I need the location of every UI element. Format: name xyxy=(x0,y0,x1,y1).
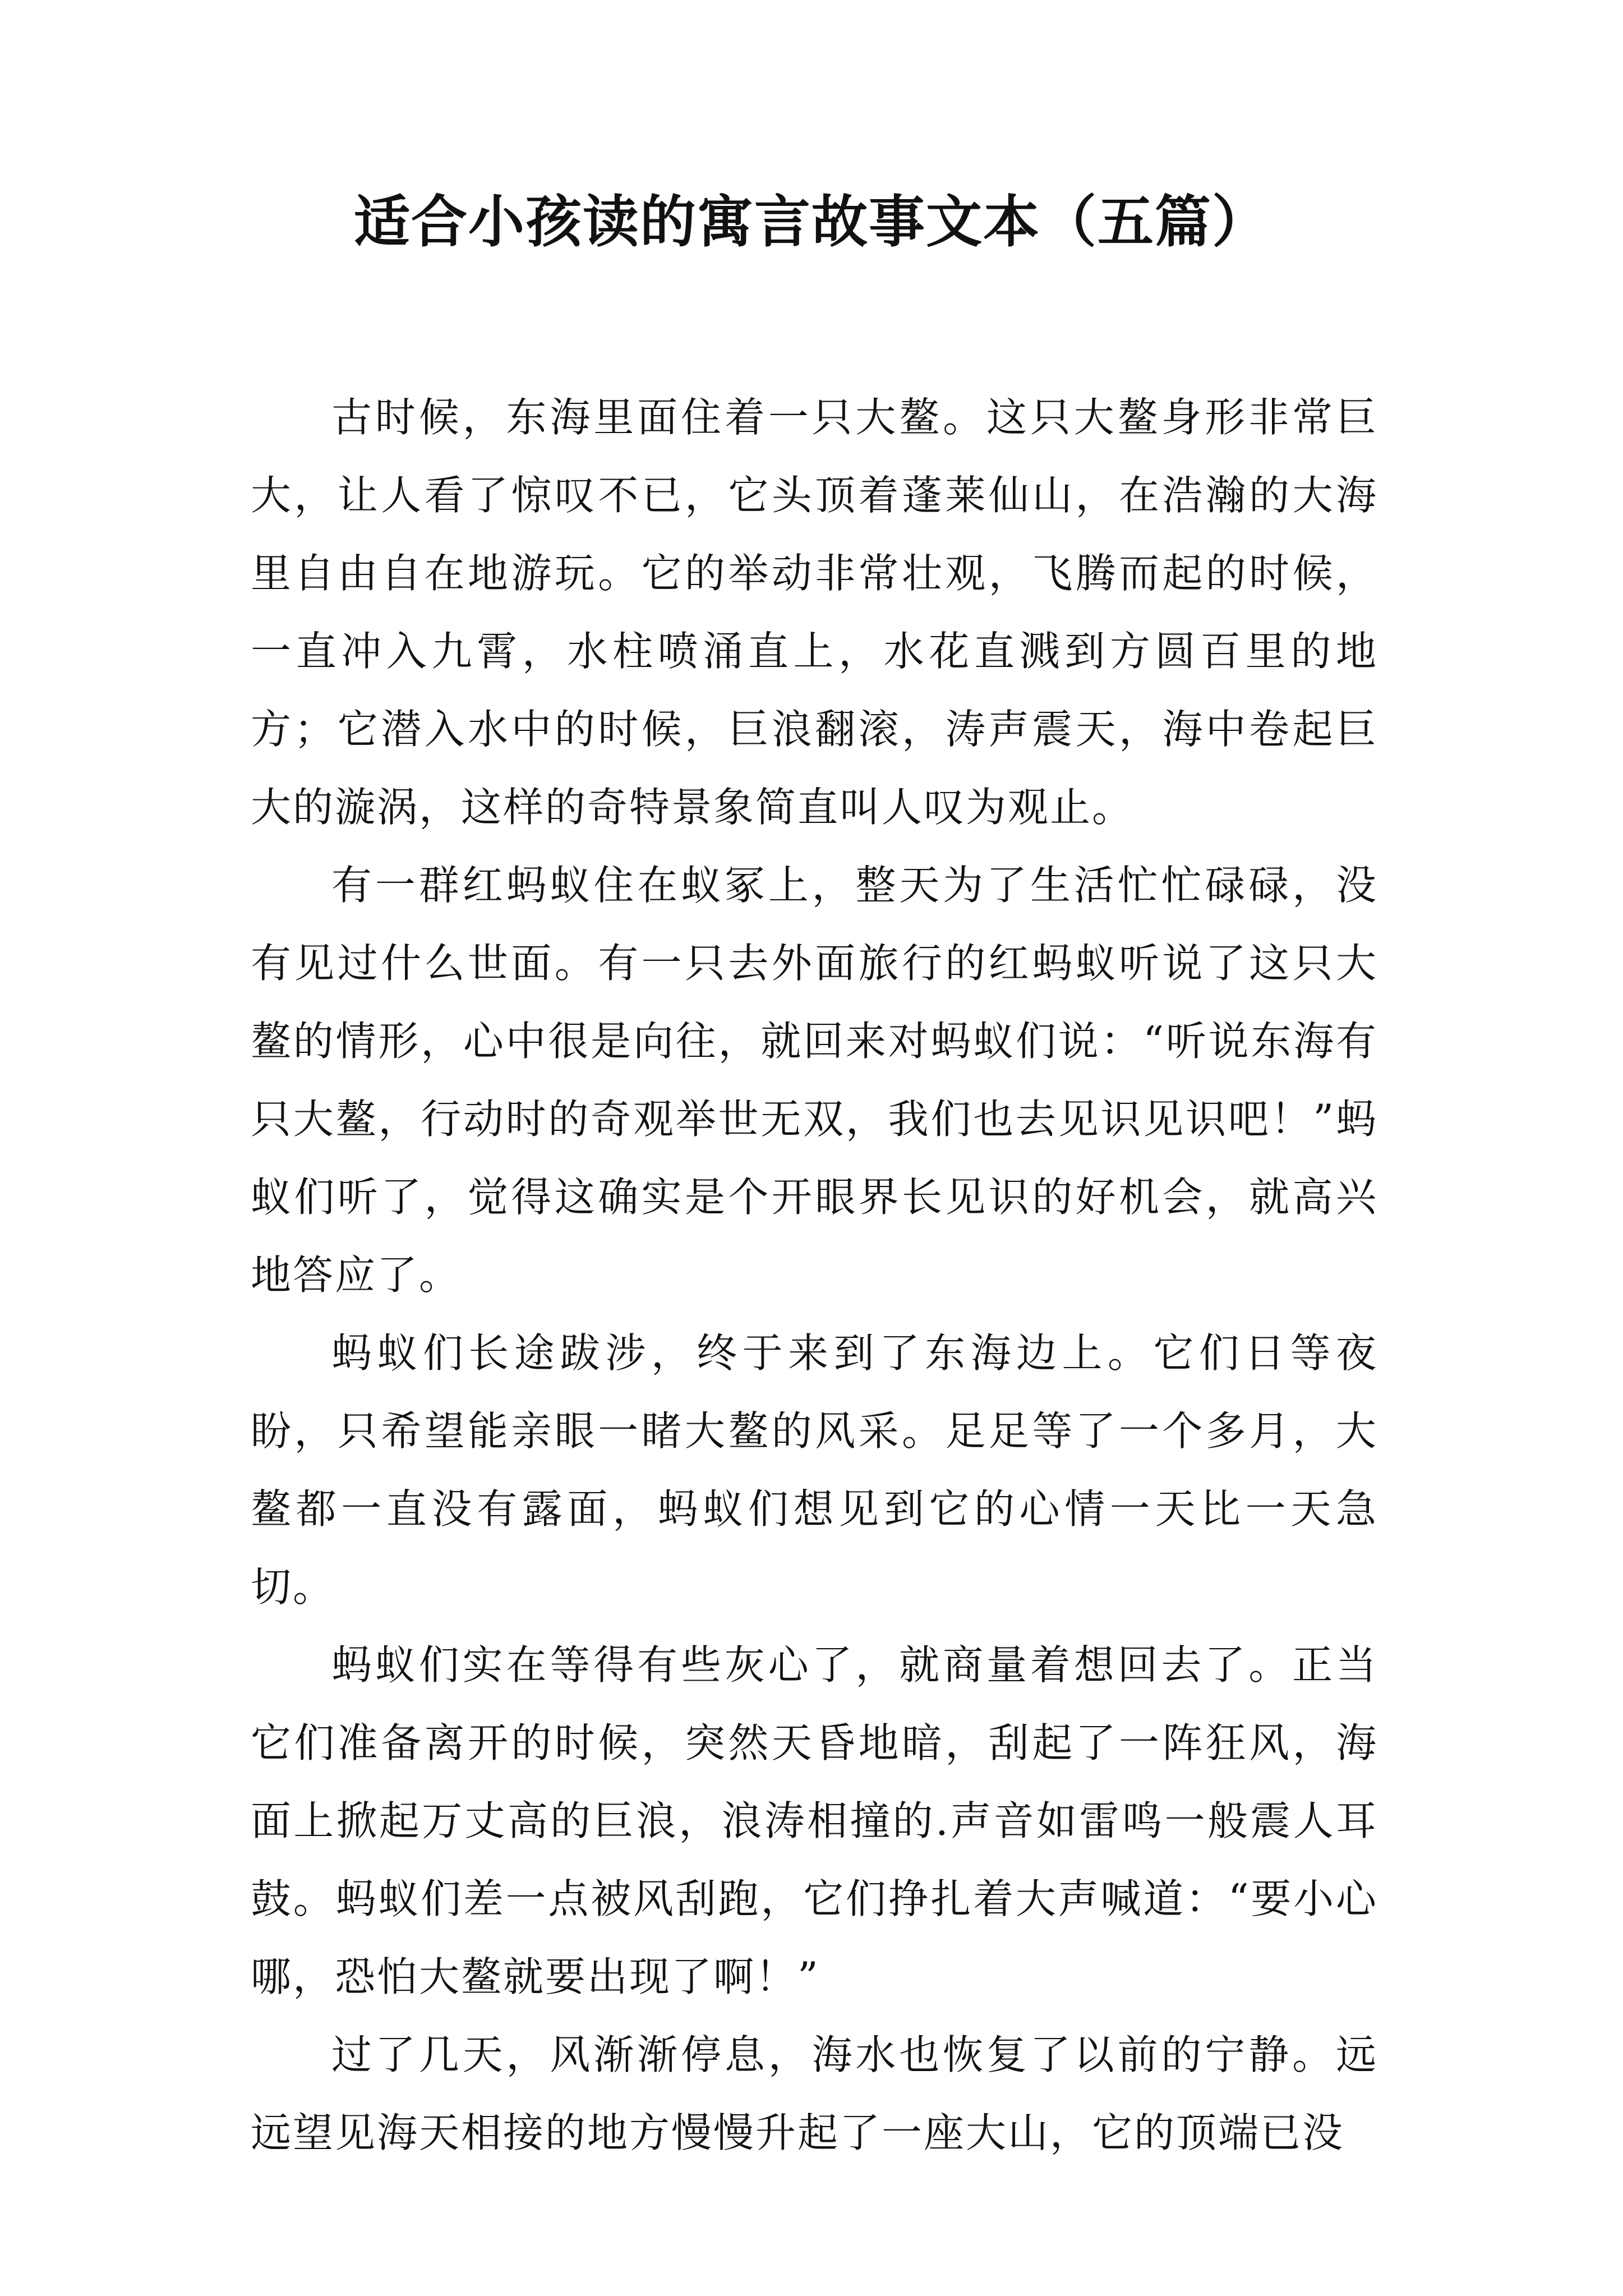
paragraph-3: 蚂蚁们长途跋涉，终于来到了东海边上。它们日等夜盼，只希望能亲眼一睹大鳌的风采。足足等了一个多月，大鳌都一直没有露面，蚂蚁们想见到它的心情一天比一天急切。 xyxy=(251,1329,1378,1611)
paragraph-4: 蚂蚁们实在等得有些灰心了，就商量着想回去了。正当它们准备离开的时候，突然天昏地暗，刮起了一阵狂风，海面上掀起万丈高的巨浪，浪涛相撞的.声音如雷鸣一般震人耳鼓。蚂蚁们差一点被风刮跑，它们挣扎着大声喊道：“要小心哪，恐怕大鳌就要出现了啊！” xyxy=(251,1641,1378,2000)
paragraph-5: 过了几天，风渐渐停息，海水也恢复了以前的宁静。远远望见海天相接的地方慢慢升起了一座大山，它的顶端已没 xyxy=(251,2031,1378,2156)
paragraph-2: 有一群红蚂蚁住在蚁冢上，整天为了生活忙忙碌碌，没有见过什么世面。有一只去外面旅行的红蚂蚁听说了这只大鳌的情形，心中很是向往，就回来对蚂蚁们说：“听说东海有只大鳌，行动时的奇观举世无双，我们也去见识见识吧！”蚂蚁们听了，觉得这确实是个开眼界长见识的好机会，就高兴地答应了。 xyxy=(251,862,1378,1299)
document-title: 适合小孩读的寓言故事文本（五篇） xyxy=(354,188,1269,255)
document-body xyxy=(251,379,1378,2172)
paragraph-1: 古时候，东海里面住着一只大鳌。这只大鳌身形非常巨大，让人看了惊叹不已，它头顶着蓬莱仙山，在浩瀚的大海里自由自在地游玩。它的举动非常壮观，飞腾而起的时候，一直冲入九霄，水柱喷涌直上，水花直溅到方圆百里的地方；它潜入水中的时候，巨浪翻滚，涛声震天，海中卷起巨大的漩涡，这样的奇特景象简直叫人叹为观止。 xyxy=(251,394,1378,831)
